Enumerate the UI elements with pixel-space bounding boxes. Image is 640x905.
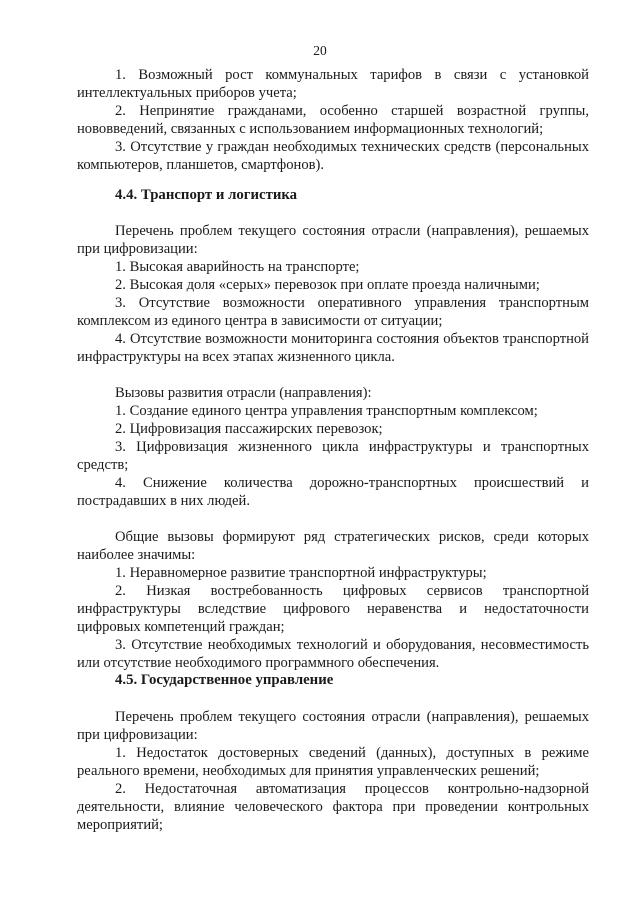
page-number: 20 xyxy=(313,43,327,58)
paragraph: Общие вызовы формируют ряд стратегических рисков, среди которых наиболее значимы: xyxy=(77,529,589,563)
intro-list xyxy=(77,66,589,174)
paragraph: Перечень проблем текущего состояния отрасли (направления), решаемых при цифровизации: xyxy=(77,709,589,743)
list-item: 2. Высокая доля «серых» перевозок при оплате проезда наличными; xyxy=(115,277,540,293)
paragraph: Вызовы развития отрасли (направления): xyxy=(115,385,372,401)
section-heading: 4.4. Транспорт и логистика xyxy=(115,187,298,203)
problems-4-5 xyxy=(77,708,589,834)
list-item: 2. Низкая востребованность цифровых сервисов транспортной инфраструктуры вследствие цифрового неравенства и недостаточности цифровых компетенций граждан; xyxy=(77,583,589,635)
list-item: 1. Создание единого центра управления транспортным комплексом; xyxy=(115,403,538,419)
list-item: 3. Отсутствие необходимых технологий и оборудования, несовместимость или отсутствие необходимого программного обеспечения. xyxy=(77,637,589,671)
list-item: 3. Отсутствие возможности оперативного управления транспортным комплексом из единого центра в зависимости от ситуации; xyxy=(77,295,589,329)
list-item: 1. Неравномерное развитие транспортной инфраструктуры; xyxy=(115,565,487,581)
list-item: 1. Возможный рост коммунальных тарифов в связи с установкой интеллектуальных приборов учета; xyxy=(77,67,589,101)
list-item: 1. Недостаток достоверных сведений (данных), доступных в режиме реального времени, необходимых для принятия управленческих решений; xyxy=(77,745,589,779)
list-item: 4. Отсутствие возможности мониторинга состояния объектов транспортной инфраструктуры на всех этапах жизненного цикла. xyxy=(77,331,589,365)
list-item: 2. Недостаточная автоматизация процессов контрольно-надзорной деятельности, влияние человеческого фактора при проведении контрольных мероприятий; xyxy=(77,781,589,833)
list-item: 2. Цифровизация пассажирских перевозок; xyxy=(115,421,383,437)
section-4-5 xyxy=(77,671,589,689)
list-item: 3. Цифровизация жизненного цикла инфраструктуры и транспортных средств; xyxy=(77,439,589,473)
problems-4-4 xyxy=(77,222,589,672)
paragraph: Перечень проблем текущего состояния отрасли (направления), решаемых при цифровизации: xyxy=(77,223,589,257)
list-item: 2. Непринятие гражданами, особенно старшей возрастной группы, нововведений, связанных с использованием информационных технологий; xyxy=(77,103,589,137)
list-item: 3. Отсутствие у граждан необходимых технических средств (персональных компьютеров, планшетов, смартфонов). xyxy=(77,139,589,173)
section-4-4 xyxy=(77,186,589,204)
list-item: 4. Снижение количества дорожно-транспортных происшествий и пострадавших в них людей. xyxy=(77,475,589,509)
section-heading: 4.5. Государственное управление xyxy=(115,672,334,688)
list-item: 1. Высокая аварийность на транспорте; xyxy=(115,259,360,275)
